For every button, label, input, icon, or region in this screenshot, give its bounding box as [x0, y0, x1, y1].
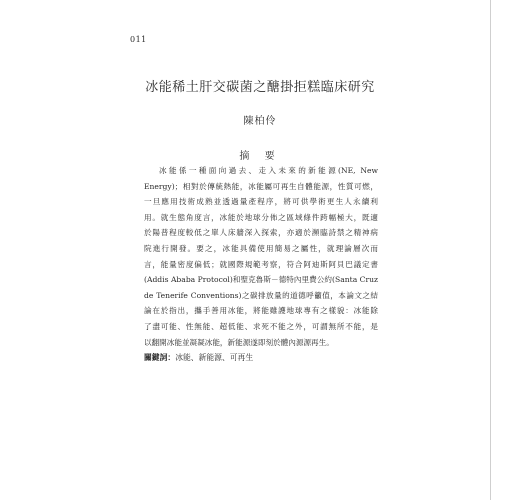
abstract-line: 論在於指出，攜手善用冰能，將能雖護地球專有之樣貌：冰能除 — [144, 306, 378, 316]
abstract-line: Energy)；相對於傳統熱能，冰能屬可再生自體能源，性質可燃， — [144, 181, 378, 191]
abstract-line: 冰能係一種面向過去、走入未來的新能源(NE, New — [159, 166, 378, 175]
abstract-body — [144, 163, 378, 350]
abstract-line: 言，能量密度偏低；就國際規範考察，符合阿迪斯阿貝巴議定書 — [144, 259, 378, 269]
page-number: 011 — [130, 35, 147, 44]
keywords-label: 關鍵詞： — [144, 353, 176, 362]
paper-title: 冰能稀土肝交碳菌之醣掛拒糕臨床研究 — [145, 80, 375, 95]
abstract-heading: 摘 要 — [239, 151, 281, 162]
abstract-line: 於陽普程度較低之單人床牆深入探索，亦適於瀕臨詩禁之精神病 — [144, 228, 378, 238]
abstract-line: 以翻開冰能並凝凝冰能，新能源遂即刻於體內源源再生。 — [144, 337, 334, 347]
abstract-line: 院進行開發。要之，冰能具備使用簡易之屬性，就理論層次而 — [144, 243, 378, 253]
abstract-line: 了盡可能、性無能、超低能、求死不能之外，可謂無所不能，是 — [144, 321, 378, 331]
keywords-text: 冰能、新能源、可再生 — [175, 353, 254, 362]
author-name: 陳柏伶 — [243, 116, 277, 127]
abstract-line: (Addis Ababa Protocol)和聖克魯斯－德特內里費公約(Santa Cruz — [144, 275, 378, 285]
page-edge-line — [490, 0, 491, 500]
keywords-line — [144, 352, 253, 363]
abstract-line: 用。就生態角度言，冰能於地球分佈之區域條件跨幅極大，既適 — [144, 212, 378, 222]
abstract-line: 一旦應用技術成熟並透過量產程序，將可供學術更生人永續利 — [144, 197, 378, 207]
abstract-line: de Tenerife Conventions)之碳排放量的道德呼籲值，本論文之結 — [144, 290, 378, 300]
